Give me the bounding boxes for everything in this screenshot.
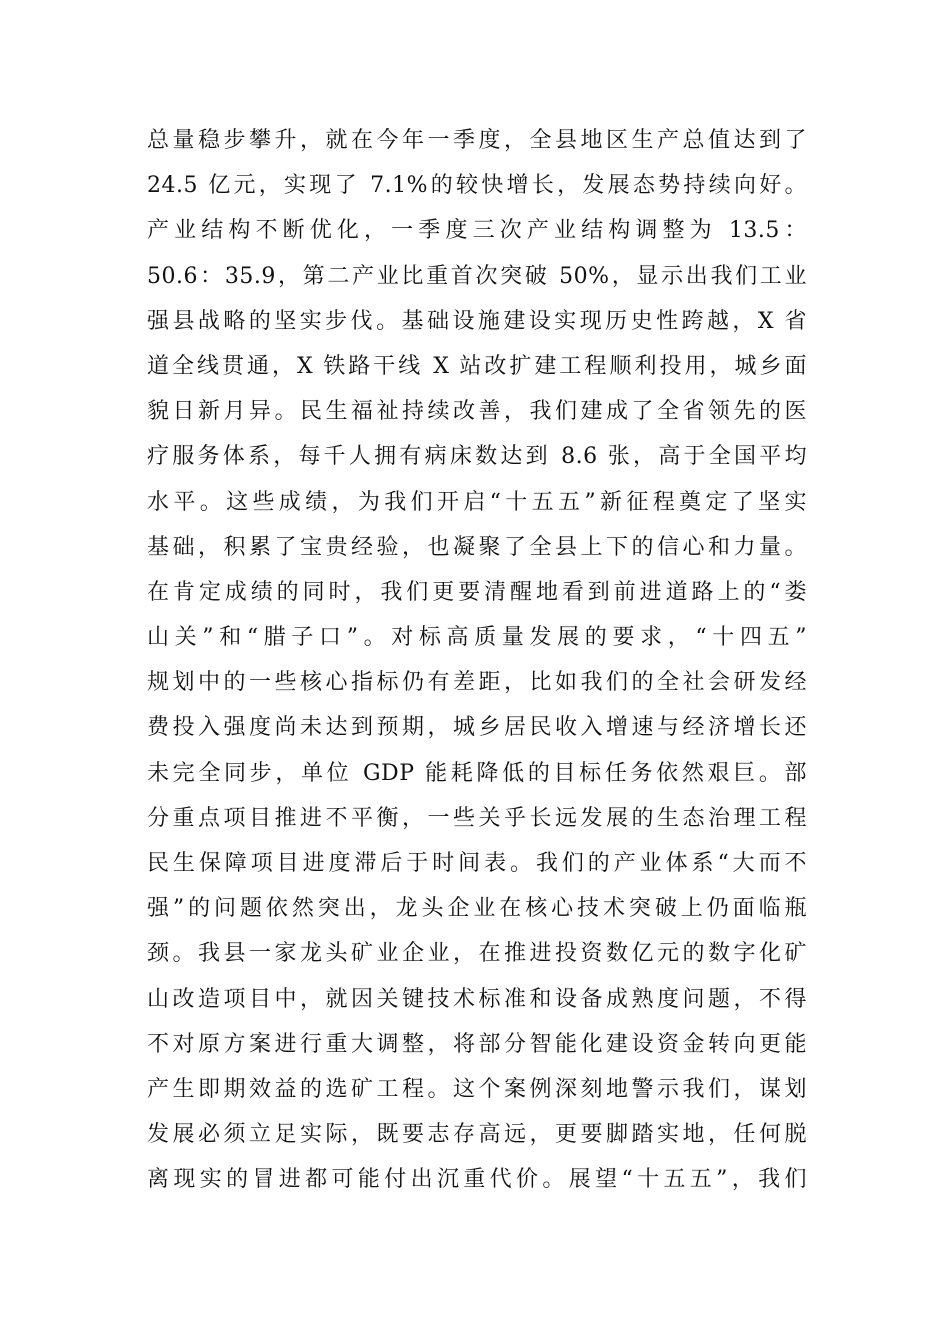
- text-line: 产生即期效益的选矿工程。这个案例深刻地警示我们，谋划: [147, 1076, 807, 1102]
- text-line: 强”的问题依然突出，龙头企业在核心技术突破上仍面临瓶: [147, 896, 807, 922]
- text-line: 基础，积累了宝贵经验，也凝聚了全县上下的信心和力量。: [147, 534, 807, 560]
- text-line: 强县战略的坚实步伐。基础设施建设实现历史性跨越，X 省: [147, 308, 807, 334]
- text-line: 山关”和“腊子口”。对标高质量发展的要求，“十四五”: [147, 625, 807, 651]
- text-line: 山改造项目中，就因关键技术标准和设备成熟度问题，不得: [147, 986, 807, 1012]
- text-line: 在肯定成绩的同时，我们更要清醒地看到前进道路上的“娄: [147, 579, 807, 605]
- text-line: 产业结构不断优化，一季度三次产业结构调整为 13.5：: [147, 218, 807, 244]
- text-line: 水平。这些成绩，为我们开启“十五五”新征程奠定了坚实: [147, 489, 807, 515]
- text-line: 发展必须立足实际，既要志存高远，更要脚踏实地，任何脱: [147, 1122, 807, 1148]
- text-line: 未完全同步，单位 GDP 能耗降低的目标任务依然艰巨。部: [147, 760, 807, 786]
- text-line: 50.6：35.9，第二产业比重首次突破 50%，显示出我们工业: [147, 263, 807, 289]
- text-line: 总量稳步攀升，就在今年一季度，全县地区生产总值达到了: [147, 128, 807, 153]
- text-line: 道全线贯通，X 铁路干线 X 站改扩建工程顺利投用，城乡面: [147, 353, 807, 379]
- text-line: 费投入强度尚未达到预期，城乡居民收入增速与经济增长还: [147, 715, 807, 741]
- text-line: 离现实的冒进都可能付出沉重代价。展望“十五五”，我们: [147, 1167, 807, 1193]
- text-line: 分重点项目推进不平衡，一些关乎长远发展的生态治理工程: [147, 805, 807, 831]
- text-line: 貌日新月异。民生福祉持续改善，我们建成了全省领先的医: [147, 399, 807, 425]
- text-line: 民生保障项目进度滞后于时间表。我们的产业体系“大而不: [147, 851, 807, 876]
- body-text: [147, 118, 807, 1203]
- text-line: 疗服务体系，每千人拥有病床数达到 8.6 张，高于全国平均: [147, 444, 807, 470]
- text-line: 不对原方案进行重大调整，将部分智能化建设资金转向更能: [147, 1031, 807, 1057]
- text-line: 24.5 亿元，实现了 7.1%的较快增长，发展态势持续向好。: [147, 173, 807, 199]
- text-line: 颈。我县一家龙头矿业企业，在推进投资数亿元的数字化矿: [147, 941, 807, 967]
- text-line: 规划中的一些核心指标仍有差距，比如我们的全社会研发经: [147, 670, 807, 696]
